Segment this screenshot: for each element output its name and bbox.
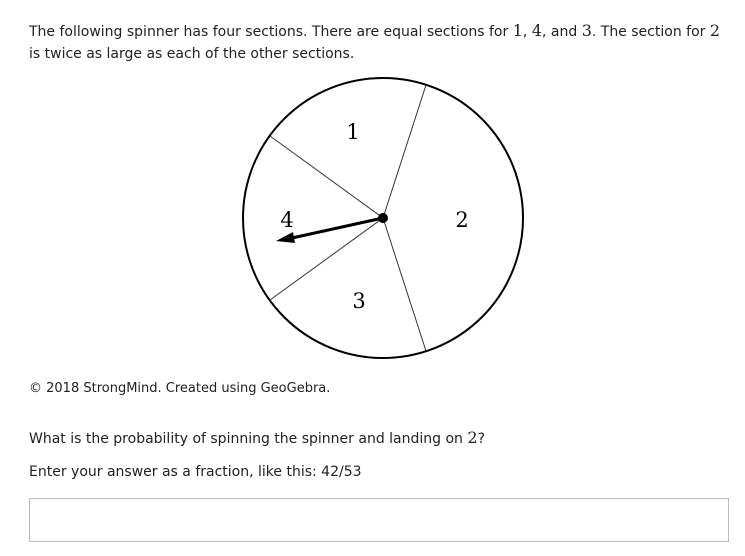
section-label-4: 4 (280, 208, 294, 232)
intro-text: is twice as large as each of the other sections. (29, 46, 355, 62)
question-punctuation: ? (477, 431, 485, 447)
intro-text: The following spinner has four sections. There are equal sections for (29, 24, 513, 40)
section-label-1: 1 (346, 120, 360, 144)
question-prompt: What is the probability of spinning the spinner and landing on (29, 431, 468, 447)
math-number: 2 (467, 428, 478, 447)
problem-statement (29, 20, 729, 65)
section-label-2: 2 (455, 208, 469, 232)
math-number: 2 (709, 21, 721, 40)
answer-input[interactable] (29, 498, 729, 542)
intro-text: , and (541, 24, 582, 40)
spinner-pivot (378, 213, 388, 223)
spinner-figure (240, 75, 526, 361)
answer-instructions: Enter your answer as a fraction, like this: 42/53 (29, 464, 362, 480)
math-number: 4 (531, 21, 542, 40)
section-label-3: 3 (352, 289, 366, 313)
intro-text: . The section for (591, 24, 710, 40)
math-number: 3 (581, 21, 592, 40)
question-text (29, 428, 485, 447)
image-credit: © 2018 StrongMind. Created using GeoGebra. (29, 381, 331, 396)
math-number: 1 (512, 21, 523, 40)
intro-text: , (522, 24, 532, 40)
